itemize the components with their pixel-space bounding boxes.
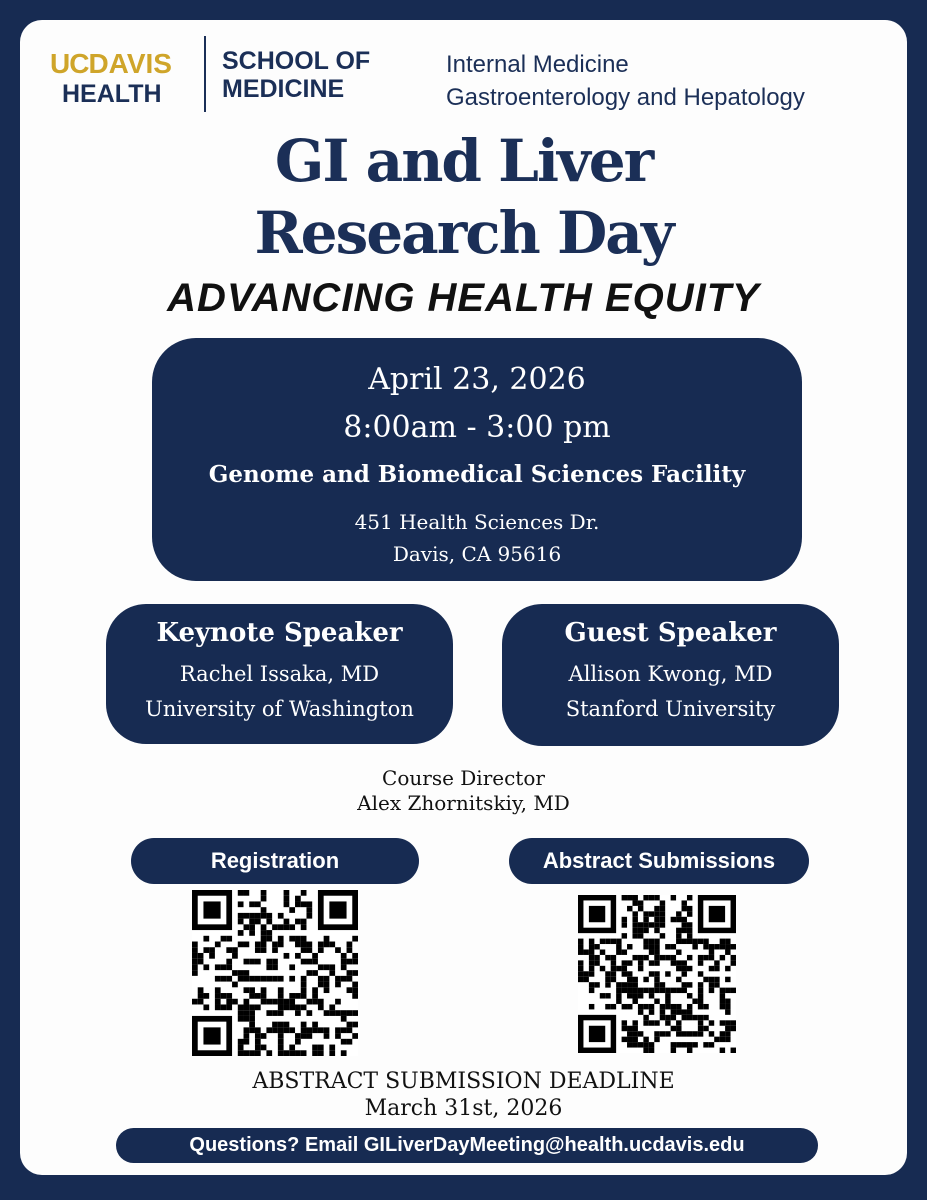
abstract-qr-code[interactable] (578, 895, 736, 1053)
event-venue: Genome and Biomedical Sciences Facility (208, 461, 746, 488)
keynote-name: Rachel Issaka, MD (179, 662, 380, 686)
page-subtitle: ADVANCING HEALTH EQUITY (167, 276, 760, 320)
registration-button[interactable]: Registration (131, 838, 419, 884)
event-date: April 23, 2026 (368, 362, 586, 397)
guest-name: Allison Kwong, MD (568, 662, 773, 686)
contact-email-banner[interactable]: Questions? Email GILiverDayMeeting@health.ucdavis.edu (116, 1128, 818, 1163)
keynote-speaker-box (106, 604, 453, 744)
guest-role: Guest Speaker (564, 618, 777, 648)
abstract-submissions-button[interactable]: Abstract Submissions (509, 838, 809, 884)
keynote-affiliation: University of Washington (145, 697, 414, 721)
guest-affiliation: Stanford University (565, 697, 776, 721)
abstract-deadline: ABSTRACT SUBMISSION DEADLINE March 31st, 2026 (252, 1069, 675, 1121)
page-title-line2: Research Day (254, 199, 673, 267)
course-director: Course Director Alex Zhornitskiy, MD (357, 766, 570, 815)
guest-speaker-box (502, 604, 839, 746)
event-time: 8:00am - 3:00 pm (343, 410, 611, 445)
event-address-line2: Davis, CA 95616 (392, 542, 562, 566)
event-address-line1: 451 Health Sciences Dr. (354, 510, 600, 534)
event-details-box (152, 338, 802, 581)
ucdavis-health-logo-text: HEALTH (62, 80, 162, 108)
registration-qr-code[interactable] (192, 890, 358, 1056)
department-name: Internal Medicine Gastroenterology and Hepatology (446, 51, 805, 111)
ucdavis-logo: UCDAVIS (50, 48, 172, 79)
keynote-role: Keynote Speaker (156, 618, 403, 648)
school-of-medicine-logo: SCHOOL OF MEDICINE (222, 47, 371, 103)
logo-divider (204, 36, 206, 112)
page-title-line1: GI and Liver (274, 127, 653, 195)
